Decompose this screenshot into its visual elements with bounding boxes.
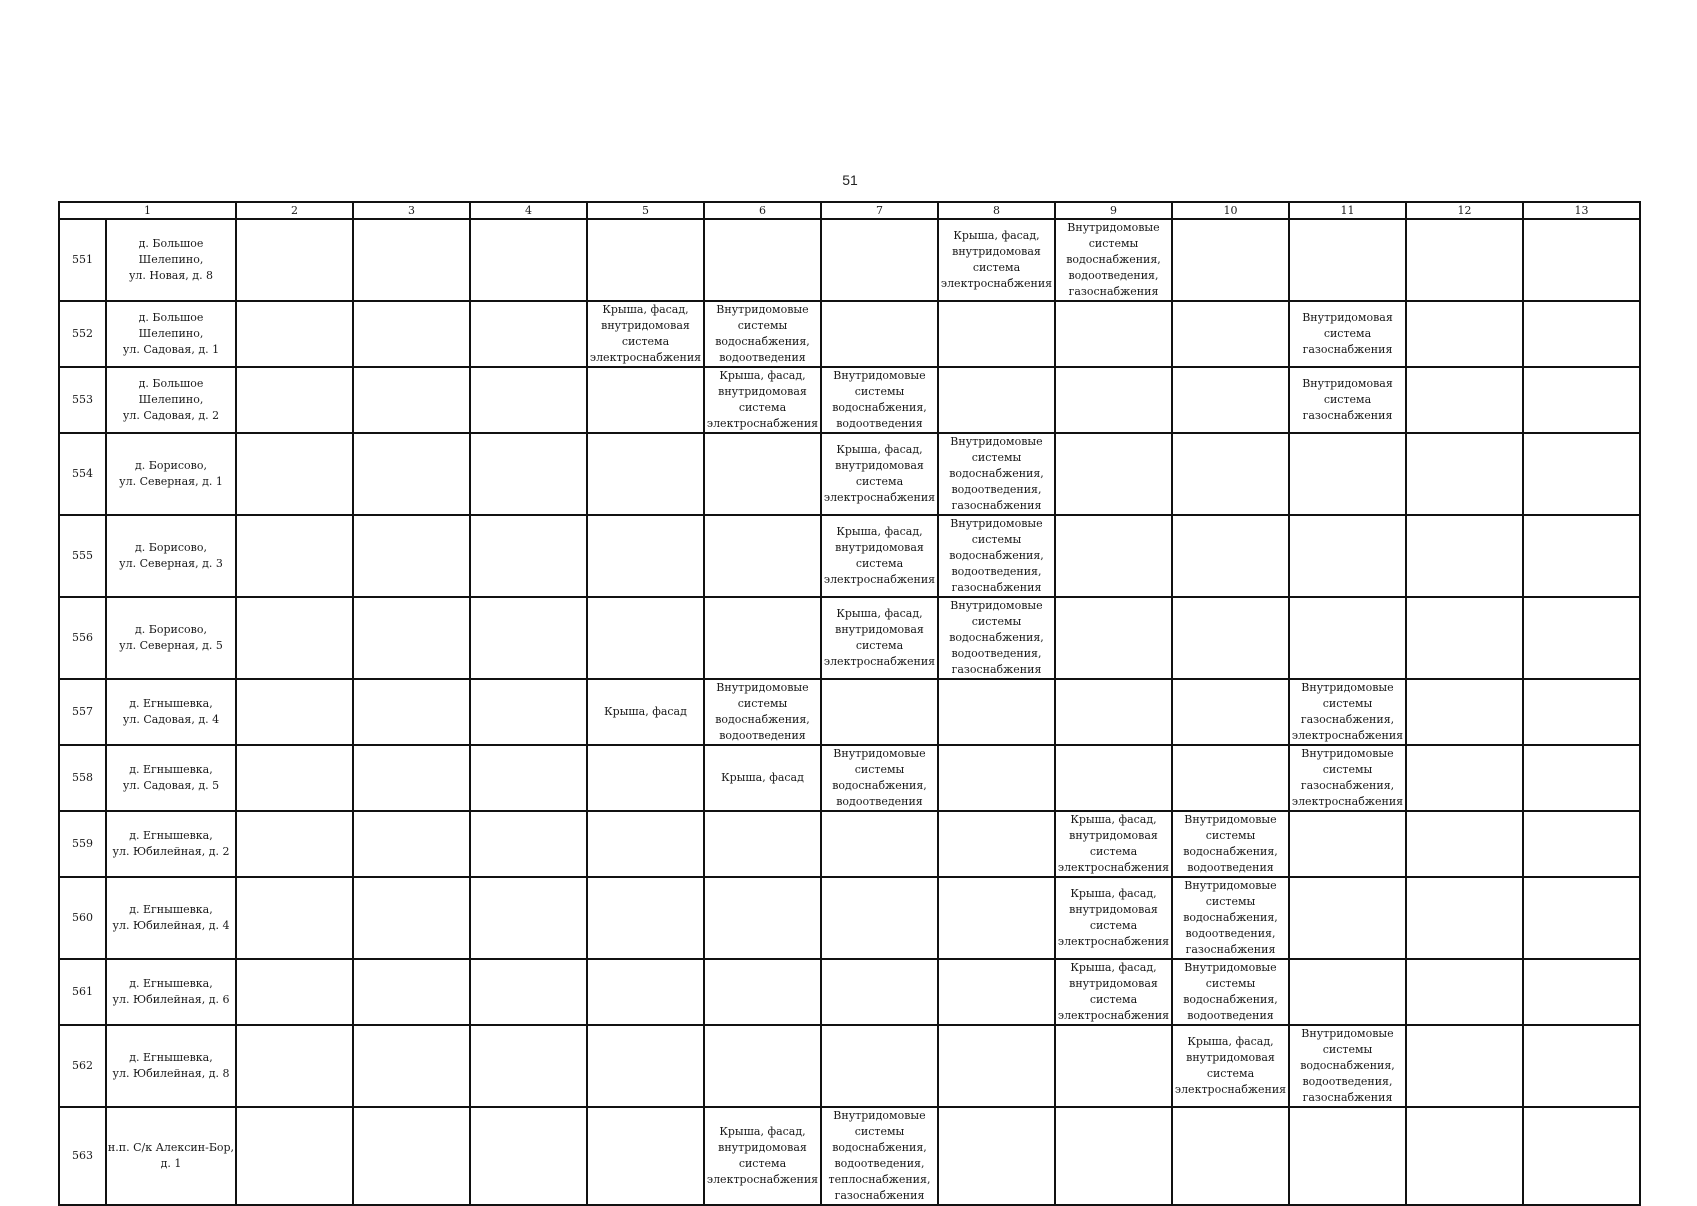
work-cell-col-11: Внутридомовые системы газоснабжения, электроснабжения: [1289, 679, 1406, 745]
work-cell-col-10: [1172, 219, 1289, 301]
work-cell-col-5: [587, 811, 704, 877]
work-cell-col-11: [1289, 959, 1406, 1025]
column-header-9: 9: [1055, 202, 1172, 219]
work-cell-col-10: [1172, 679, 1289, 745]
work-cell-col-9: [1055, 433, 1172, 515]
work-cell-col-13: [1523, 597, 1640, 679]
work-cell-col-13: [1523, 433, 1640, 515]
work-cell-col-7: [821, 679, 938, 745]
work-cell-col-2: [236, 433, 353, 515]
address-cell: д. Борисово, ул. Северная, д. 5: [106, 597, 236, 679]
row-number: 554: [59, 433, 106, 515]
row-number: 551: [59, 219, 106, 301]
work-cell-col-8: [938, 679, 1055, 745]
work-cell-col-4: [470, 1025, 587, 1107]
work-cell-col-6: Внутридомовые системы водоснабжения, водоотведения: [704, 679, 821, 745]
work-cell-col-3: [353, 679, 470, 745]
work-cell-col-5: [587, 877, 704, 959]
work-cell-col-11: [1289, 597, 1406, 679]
column-header-4: 4: [470, 202, 587, 219]
work-cell-col-6: Внутридомовые системы водоснабжения, водоотведения: [704, 301, 821, 367]
work-cell-col-9: [1055, 1107, 1172, 1205]
work-cell-col-4: [470, 679, 587, 745]
work-cell-col-9: Крыша, фасад, внутридомовая система электроснабжения: [1055, 811, 1172, 877]
work-cell-col-8: [938, 367, 1055, 433]
table-row: [59, 1025, 1640, 1107]
work-cell-col-7: Внутридомовые системы водоснабжения, водоотведения, теплоснабжения, газоснабжения: [821, 1107, 938, 1205]
work-cell-col-12: [1406, 745, 1523, 811]
row-number: 561: [59, 959, 106, 1025]
work-cell-col-8: Крыша, фасад, внутридомовая система электроснабжения: [938, 219, 1055, 301]
work-cell-col-4: [470, 597, 587, 679]
table-row: [59, 597, 1640, 679]
row-number: 560: [59, 877, 106, 959]
address-cell: д. Егнышевка, ул. Садовая, д. 5: [106, 745, 236, 811]
work-cell-col-5: [587, 959, 704, 1025]
work-cell-col-8: Внутридомовые системы водоснабжения, водоотведения, газоснабжения: [938, 597, 1055, 679]
work-cell-col-8: [938, 745, 1055, 811]
table-row: [59, 301, 1640, 367]
work-cell-col-6: [704, 811, 821, 877]
work-cell-col-12: [1406, 301, 1523, 367]
work-cell-col-5: [587, 745, 704, 811]
work-cell-col-7: [821, 811, 938, 877]
work-cell-col-12: [1406, 597, 1523, 679]
work-cell-col-8: [938, 1025, 1055, 1107]
table-row: [59, 679, 1640, 745]
table-row: [59, 877, 1640, 959]
row-number: 552: [59, 301, 106, 367]
work-cell-col-2: [236, 877, 353, 959]
work-cell-col-5: [587, 1025, 704, 1107]
work-cell-col-7: [821, 877, 938, 959]
column-header-13: 13: [1523, 202, 1640, 219]
work-cell-col-7: Внутридомовые системы водоснабжения, водоотведения: [821, 367, 938, 433]
address-cell: д. Большое Шелепино, ул. Садовая, д. 2: [106, 367, 236, 433]
work-cell-col-8: [938, 959, 1055, 1025]
column-header-10: 10: [1172, 202, 1289, 219]
work-cell-col-11: [1289, 515, 1406, 597]
address-cell: д. Большое Шелепино, ул. Садовая, д. 1: [106, 301, 236, 367]
row-number: 557: [59, 679, 106, 745]
work-cell-col-5: [587, 1107, 704, 1205]
work-cell-col-13: [1523, 1107, 1640, 1205]
work-cell-col-5: [587, 597, 704, 679]
address-cell: д. Егнышевка, ул. Юбилейная, д. 8: [106, 1025, 236, 1107]
work-cell-col-9: [1055, 367, 1172, 433]
work-cell-col-10: Крыша, фасад, внутридомовая система электроснабжения: [1172, 1025, 1289, 1107]
column-header-3: 3: [353, 202, 470, 219]
work-cell-col-10: [1172, 367, 1289, 433]
header-row: [59, 202, 1640, 219]
work-cell-col-9: Внутридомовые системы водоснабжения, водоотведения, газоснабжения: [1055, 219, 1172, 301]
table-row: [59, 1107, 1640, 1205]
work-cell-col-2: [236, 679, 353, 745]
address-cell: д. Борисово, ул. Северная, д. 3: [106, 515, 236, 597]
work-cell-col-2: [236, 959, 353, 1025]
work-cell-col-6: Крыша, фасад: [704, 745, 821, 811]
work-cell-col-7: Крыша, фасад, внутридомовая система электроснабжения: [821, 515, 938, 597]
work-cell-col-2: [236, 515, 353, 597]
work-cell-col-2: [236, 745, 353, 811]
address-cell: д. Большое Шелепино, ул. Новая, д. 8: [106, 219, 236, 301]
work-cell-col-8: [938, 811, 1055, 877]
work-cell-col-6: [704, 597, 821, 679]
work-cell-col-8: [938, 877, 1055, 959]
column-header-5: 5: [587, 202, 704, 219]
address-cell: д. Егнышевка, ул. Юбилейная, д. 2: [106, 811, 236, 877]
address-cell: д. Егнышевка, ул. Юбилейная, д. 6: [106, 959, 236, 1025]
work-cell-col-3: [353, 597, 470, 679]
work-cell-col-8: [938, 301, 1055, 367]
work-cell-col-6: Крыша, фасад, внутридомовая система электроснабжения: [704, 367, 821, 433]
work-cell-col-9: [1055, 515, 1172, 597]
work-cell-col-6: [704, 515, 821, 597]
row-number: 563: [59, 1107, 106, 1205]
work-cell-col-3: [353, 877, 470, 959]
work-cell-col-3: [353, 433, 470, 515]
work-cell-col-5: Крыша, фасад: [587, 679, 704, 745]
work-cell-col-4: [470, 1107, 587, 1205]
address-cell: д. Борисово, ул. Северная, д. 1: [106, 433, 236, 515]
work-cell-col-7: Крыша, фасад, внутридомовая система электроснабжения: [821, 597, 938, 679]
work-cell-col-10: [1172, 433, 1289, 515]
work-cell-col-6: [704, 219, 821, 301]
table-header: [59, 202, 1640, 219]
row-number: 558: [59, 745, 106, 811]
table-row: [59, 515, 1640, 597]
table-row: [59, 367, 1640, 433]
work-cell-col-13: [1523, 745, 1640, 811]
work-cell-col-13: [1523, 877, 1640, 959]
work-cell-col-3: [353, 515, 470, 597]
work-cell-col-4: [470, 745, 587, 811]
work-cell-col-9: [1055, 1025, 1172, 1107]
work-cell-col-13: [1523, 219, 1640, 301]
table-row: [59, 219, 1640, 301]
work-cell-col-12: [1406, 811, 1523, 877]
work-cell-col-4: [470, 959, 587, 1025]
work-cell-col-10: [1172, 597, 1289, 679]
column-header-8: 8: [938, 202, 1055, 219]
work-cell-col-7: Внутридомовые системы водоснабжения, водоотведения: [821, 745, 938, 811]
work-cell-col-11: Внутридомовая система газоснабжения: [1289, 301, 1406, 367]
table-row: [59, 811, 1640, 877]
work-cell-col-12: [1406, 367, 1523, 433]
work-cell-col-7: [821, 959, 938, 1025]
work-cell-col-4: [470, 367, 587, 433]
work-cell-col-13: [1523, 959, 1640, 1025]
work-cell-col-11: [1289, 877, 1406, 959]
work-cell-col-10: [1172, 301, 1289, 367]
address-cell: д. Егнышевка, ул. Садовая, д. 4: [106, 679, 236, 745]
work-cell-col-2: [236, 367, 353, 433]
work-cell-col-12: [1406, 219, 1523, 301]
work-cell-col-11: [1289, 1107, 1406, 1205]
work-cell-col-3: [353, 1107, 470, 1205]
work-cell-col-13: [1523, 1025, 1640, 1107]
work-cell-col-11: [1289, 811, 1406, 877]
work-cell-col-13: [1523, 679, 1640, 745]
work-cell-col-9: Крыша, фасад, внутридомовая система электроснабжения: [1055, 877, 1172, 959]
column-header-1: 1: [59, 202, 236, 219]
column-header-6: 6: [704, 202, 821, 219]
work-cell-col-7: Крыша, фасад, внутридомовая система электроснабжения: [821, 433, 938, 515]
work-cell-col-9: [1055, 597, 1172, 679]
work-cell-col-12: [1406, 1025, 1523, 1107]
work-cell-col-4: [470, 877, 587, 959]
work-cell-col-9: Крыша, фасад, внутридомовая система электроснабжения: [1055, 959, 1172, 1025]
work-cell-col-3: [353, 811, 470, 877]
work-cell-col-8: Внутридомовые системы водоснабжения, водоотведения, газоснабжения: [938, 433, 1055, 515]
column-header-7: 7: [821, 202, 938, 219]
work-cell-col-3: [353, 219, 470, 301]
work-cell-col-11: Внутридомовые системы газоснабжения, электроснабжения: [1289, 745, 1406, 811]
work-cell-col-5: [587, 515, 704, 597]
work-cell-col-3: [353, 301, 470, 367]
work-cell-col-6: Крыша, фасад, внутридомовая система электроснабжения: [704, 1107, 821, 1205]
work-cell-col-6: [704, 877, 821, 959]
work-cell-col-10: Внутридомовые системы водоснабжения, водоотведения, газоснабжения: [1172, 877, 1289, 959]
work-cell-col-10: [1172, 515, 1289, 597]
work-cell-col-13: [1523, 811, 1640, 877]
work-cell-col-11: [1289, 219, 1406, 301]
work-cell-col-3: [353, 959, 470, 1025]
address-cell: д. Егнышевка, ул. Юбилейная, д. 4: [106, 877, 236, 959]
work-cell-col-4: [470, 433, 587, 515]
address-cell: н.п. С/к Алексин-Бор, д. 1: [106, 1107, 236, 1205]
work-cell-col-12: [1406, 433, 1523, 515]
work-cell-col-3: [353, 745, 470, 811]
work-cell-col-5: [587, 219, 704, 301]
row-number: 555: [59, 515, 106, 597]
row-number: 556: [59, 597, 106, 679]
work-cell-col-6: [704, 433, 821, 515]
work-cell-col-10: Внутридомовые системы водоснабжения, водоотведения: [1172, 811, 1289, 877]
work-cell-col-5: [587, 433, 704, 515]
row-number: 562: [59, 1025, 106, 1107]
work-cell-col-2: [236, 1025, 353, 1107]
work-cell-col-12: [1406, 877, 1523, 959]
work-cell-col-9: [1055, 745, 1172, 811]
table-body: [59, 219, 1640, 1205]
work-cell-col-4: [470, 515, 587, 597]
work-cell-col-4: [470, 219, 587, 301]
work-cell-col-12: [1406, 959, 1523, 1025]
work-cell-col-4: [470, 301, 587, 367]
column-header-12: 12: [1406, 202, 1523, 219]
work-cell-col-2: [236, 219, 353, 301]
work-cell-col-8: Внутридомовые системы водоснабжения, водоотведения, газоснабжения: [938, 515, 1055, 597]
work-cell-col-13: [1523, 367, 1640, 433]
work-cell-col-2: [236, 811, 353, 877]
work-cell-col-7: [821, 1025, 938, 1107]
column-header-2: 2: [236, 202, 353, 219]
work-cell-col-7: [821, 219, 938, 301]
table-row: [59, 433, 1640, 515]
table-row: [59, 745, 1640, 811]
work-cell-col-6: [704, 1025, 821, 1107]
work-cell-col-5: Крыша, фасад, внутридомовая система электроснабжения: [587, 301, 704, 367]
work-cell-col-10: Внутридомовые системы водоснабжения, водоотведения: [1172, 959, 1289, 1025]
page-number: 51: [842, 172, 858, 188]
repair-schedule-table: [58, 201, 1641, 1206]
work-cell-col-10: [1172, 745, 1289, 811]
work-cell-col-12: [1406, 515, 1523, 597]
work-cell-col-3: [353, 1025, 470, 1107]
work-cell-col-5: [587, 367, 704, 433]
work-cell-col-2: [236, 1107, 353, 1205]
work-cell-col-8: [938, 1107, 1055, 1205]
work-cell-col-7: [821, 301, 938, 367]
work-cell-col-2: [236, 301, 353, 367]
work-cell-col-4: [470, 811, 587, 877]
work-cell-col-11: Внутридомовые системы водоснабжения, водоотведения, газоснабжения: [1289, 1025, 1406, 1107]
row-number: 553: [59, 367, 106, 433]
work-cell-col-11: Внутридомовая система газоснабжения: [1289, 367, 1406, 433]
work-cell-col-13: [1523, 301, 1640, 367]
work-cell-col-9: [1055, 301, 1172, 367]
work-cell-col-2: [236, 597, 353, 679]
work-cell-col-10: [1172, 1107, 1289, 1205]
work-cell-col-13: [1523, 515, 1640, 597]
table-row: [59, 959, 1640, 1025]
work-cell-col-11: [1289, 433, 1406, 515]
work-cell-col-6: [704, 959, 821, 1025]
work-cell-col-12: [1406, 1107, 1523, 1205]
work-cell-col-12: [1406, 679, 1523, 745]
work-cell-col-9: [1055, 679, 1172, 745]
work-cell-col-3: [353, 367, 470, 433]
row-number: 559: [59, 811, 106, 877]
column-header-11: 11: [1289, 202, 1406, 219]
